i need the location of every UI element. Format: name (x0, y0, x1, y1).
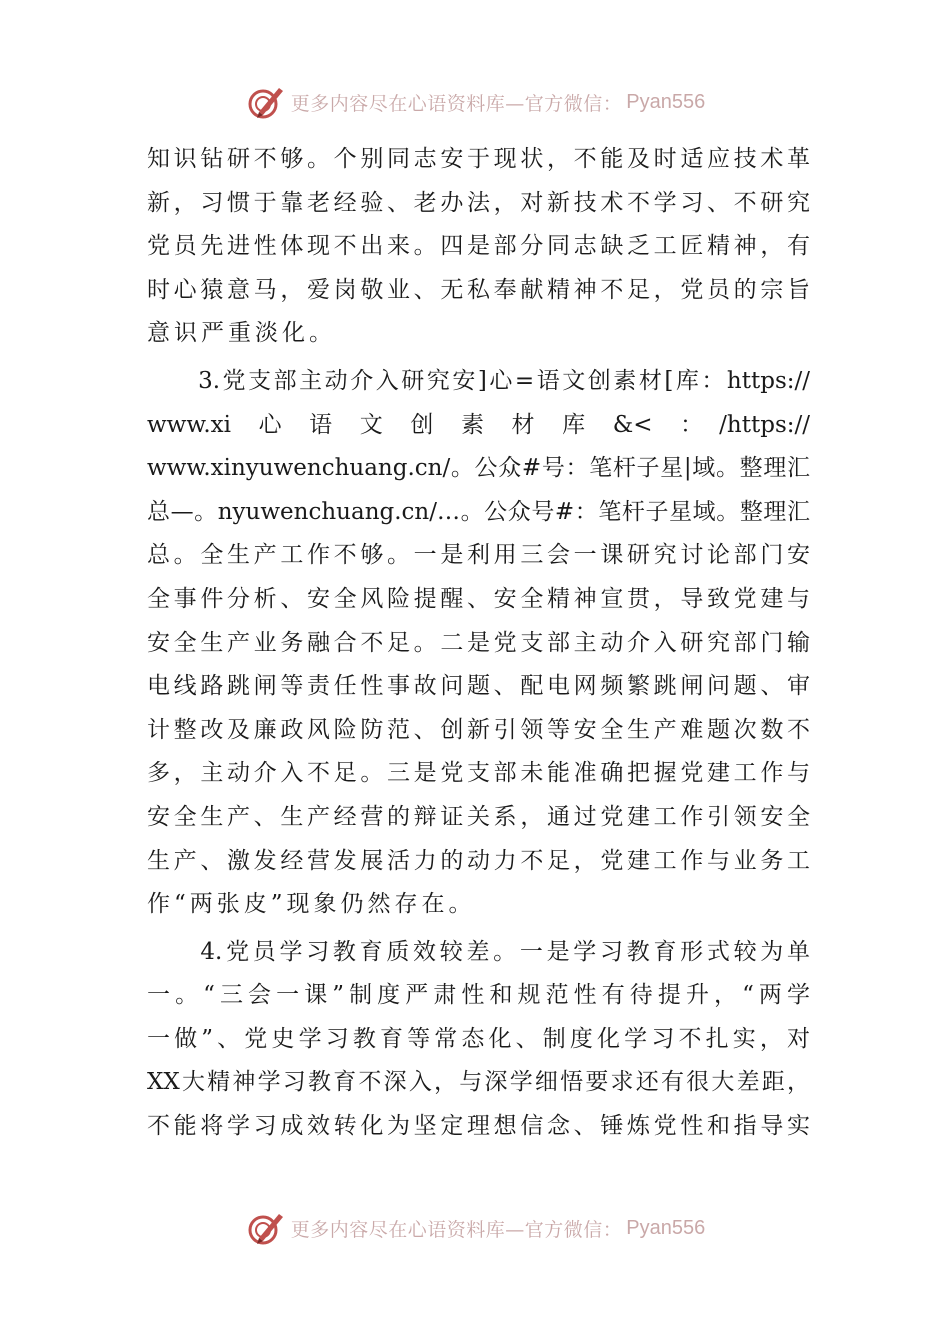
text-line: 知识钻研不够。个别同志安于现状，不能及时适应技术革 (147, 146, 810, 172)
text-line: 计整改及廉政风险防范、创新引领等安全生产难题次数不 (147, 716, 810, 743)
text-line: 不能将学习成效转化为坚定理想信念、锤炼党性和指导实 (147, 1113, 810, 1140)
text-line: 时心猿意马，爱岗敬业、无私奉献精神不足，党员的宗旨 (147, 276, 810, 303)
banner-text: 更多内容尽在心语资料库—官方微信： (290, 1218, 623, 1241)
text-line: 安全生产业务融合不足。二是党支部主动介入研究部门输 (147, 629, 810, 656)
wechat-id: Pyan556 (626, 90, 706, 113)
text-line: 全事件分析、安全风险提醒、安全精神宣贯，导致党建与 (147, 585, 810, 612)
document-body (147, 138, 810, 1149)
text-line: 党员先进性体现不出来。四是部分同志缺乏工匠精神，有 (147, 233, 810, 260)
text-line: 新，习惯于靠老经验、老办法，对新技术不学习、不研究 (147, 189, 810, 216)
pen-logo-icon (245, 1208, 287, 1248)
text-line: 总—。nyuwenchuang.cn/…。公众号#：笔杆子星域。整理汇 (147, 498, 810, 525)
text-line: 4.党员学习教育质效较差。一是学习教育形式较为单 (147, 938, 810, 965)
pen-logo-icon (245, 82, 287, 122)
text-line: 安全生产、生产经营的辩证关系，通过党建工作引领安全 (147, 803, 810, 830)
text-line: www.xi 心 语 文 创 素 材 库 &< ： /https:// (147, 411, 810, 438)
text-line: 意识严重淡化。 (147, 320, 336, 347)
text-line: 总。全生产工作不够。一是利用三会一课研究讨论部门安 (147, 542, 810, 569)
banner-text: 更多内容尽在心语资料库—官方微信： (290, 92, 623, 115)
text-line: 电线路跳闸等责任性事故问题、配电网频繁跳闸问题、审 (147, 673, 810, 700)
header-watermark-banner (0, 80, 950, 124)
text-line: www.xinyuwenchuang.cn/。公众#号：笔杆子星|域。整理汇 (147, 455, 810, 482)
text-line: 作“两张皮”现象仍然存在。 (147, 891, 476, 918)
text-line: 一做”、党史学习教育等常态化、制度化学习不扎实，对 (147, 1025, 810, 1052)
text-line: XX大精神学习教育不深入，与深学细悟要求还有很大差距， (147, 1069, 810, 1096)
text-line: 一。“三会一课”制度严肃性和规范性有待提升，“两学 (147, 982, 810, 1009)
wechat-id: Pyan556 (626, 1216, 706, 1239)
text-line: 3.党支部主动介入研究安]心=语文创素材[库：https:// (147, 367, 810, 394)
text-line: 生产、激发经营发展活力的动力不足，党建工作与业务工 (147, 847, 810, 874)
footer-watermark-banner (0, 1206, 950, 1250)
text-line: 多，主动介入不足。三是党支部未能准确把握党建工作与 (147, 760, 810, 787)
